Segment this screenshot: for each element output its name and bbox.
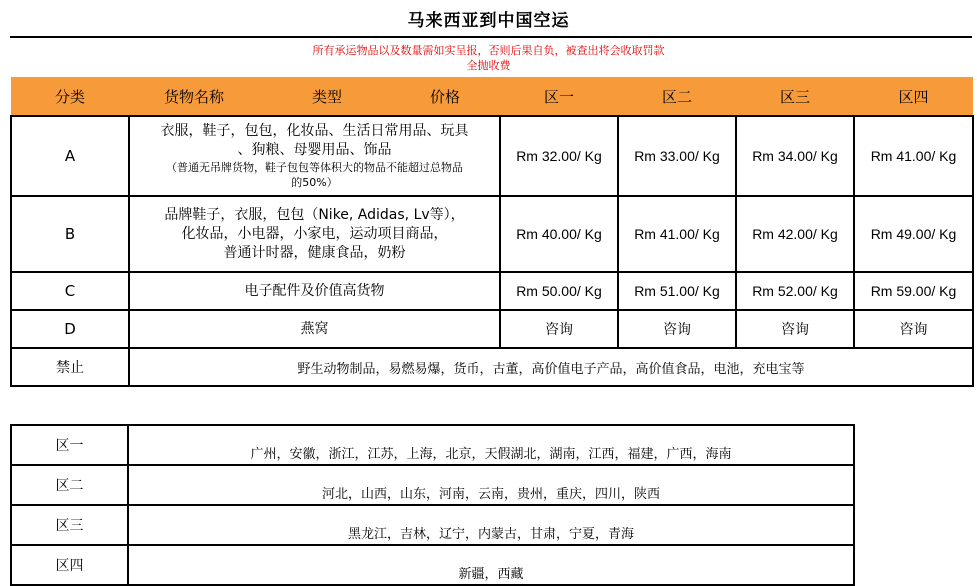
header-zone3: 区三 xyxy=(736,77,854,116)
goods-line: 品牌鞋子，衣服，包包（Nike, Adidas, Lv等）， xyxy=(164,206,465,223)
zone-row xyxy=(11,505,854,545)
price-zone4: 咨询 xyxy=(854,310,973,348)
category-cell: A xyxy=(11,116,129,196)
banned-label: 禁止 xyxy=(11,348,129,386)
price-zone3: Rm 34.00/ Kg xyxy=(736,116,854,196)
header-goods-group xyxy=(129,77,500,116)
goods-cell xyxy=(129,196,500,272)
price-zone1: Rm 50.00/ Kg xyxy=(500,272,618,310)
zone-row xyxy=(11,545,854,585)
price-zone3: 咨询 xyxy=(736,310,854,348)
title-divider xyxy=(10,36,972,38)
price-zone1: 咨询 xyxy=(500,310,618,348)
category-cell: D xyxy=(11,310,129,348)
rate-table xyxy=(10,77,974,387)
goods-line: 衣服，鞋子，包包，化妆品、生活日常用品、玩具 xyxy=(160,123,469,139)
goods-cell: 电子配件及价值高货物 xyxy=(129,272,500,310)
zone-provinces: 广州，安徽，浙江，江苏，上海，北京，天假湖北，湖南，江西，福建，广西，海南 xyxy=(128,425,854,465)
rate-table-header xyxy=(11,77,973,116)
price-zone1: Rm 40.00/ Kg xyxy=(500,196,618,272)
price-zone4: Rm 41.00/ Kg xyxy=(854,116,973,196)
table-row xyxy=(11,310,973,348)
notice-volumetric: 全抛收费 xyxy=(466,59,511,72)
header-zone4: 区四 xyxy=(854,77,973,116)
table-row xyxy=(11,196,973,272)
category-cell: B xyxy=(11,196,129,272)
zone-name: 区二 xyxy=(11,465,128,505)
header-zone1: 区一 xyxy=(500,77,618,116)
header-zone2: 区二 xyxy=(618,77,736,116)
price-zone2: Rm 33.00/ Kg xyxy=(618,116,736,196)
category-cell: C xyxy=(11,272,129,310)
zone-table xyxy=(10,424,855,586)
price-zone1: Rm 32.00/ Kg xyxy=(500,116,618,196)
zone-name: 区一 xyxy=(11,425,128,465)
zone-provinces: 黑龙江，吉林，辽宁，内蒙古，甘肃，宁夏，青海 xyxy=(128,505,854,545)
zone-name: 区四 xyxy=(11,545,128,585)
header-category: 分类 xyxy=(11,77,129,116)
price-zone2: Rm 51.00/ Kg xyxy=(618,272,736,310)
price-zone4: Rm 59.00/ Kg xyxy=(854,272,973,310)
zone-provinces: 河北，山西，山东，河南，云南，贵州，重庆，四川，陕西 xyxy=(128,465,854,505)
goods-line: 、狗粮、母婴用品、饰品 xyxy=(237,142,392,158)
banned-row xyxy=(11,348,973,386)
zone-name: 区三 xyxy=(11,505,128,545)
notice-declaration: 所有承运物品以及数量需如实呈报，否则后果自负，被查出将会收取罚款 xyxy=(312,44,665,57)
header-goods-name: 货物名称 xyxy=(164,87,225,106)
zone-row xyxy=(11,425,854,465)
banned-items: 野生动物制品，易燃易爆，货币，古董，高价值电子产品，高价值食品，电池，充电宝等 xyxy=(129,348,973,386)
price-zone4: Rm 49.00/ Kg xyxy=(854,196,973,272)
table-row xyxy=(11,116,973,196)
goods-cell xyxy=(129,116,500,196)
goods-line: 化妆品，小电器，小家电，运动项目商品， xyxy=(181,225,448,242)
goods-line: 普通计时器，健康食品，奶粉 xyxy=(223,244,406,261)
price-zone2: 咨询 xyxy=(618,310,736,348)
goods-cell: 燕窝 xyxy=(129,310,500,348)
goods-note: 的50%） xyxy=(291,176,338,189)
zone-row xyxy=(11,465,854,505)
price-zone3: Rm 52.00/ Kg xyxy=(736,272,854,310)
price-zone2: Rm 41.00/ Kg xyxy=(618,196,736,272)
table-row xyxy=(11,272,973,310)
header-type: 类型 xyxy=(311,87,342,106)
page-title: 马来西亚到中国空运 xyxy=(407,11,570,31)
price-zone3: Rm 42.00/ Kg xyxy=(736,196,854,272)
zone-provinces: 新疆，西藏 xyxy=(128,545,854,585)
header-price: 价格 xyxy=(429,87,460,106)
goods-note: （普通无吊牌货物，鞋子包包等体积大的物品不能超过总物品 xyxy=(166,161,463,174)
